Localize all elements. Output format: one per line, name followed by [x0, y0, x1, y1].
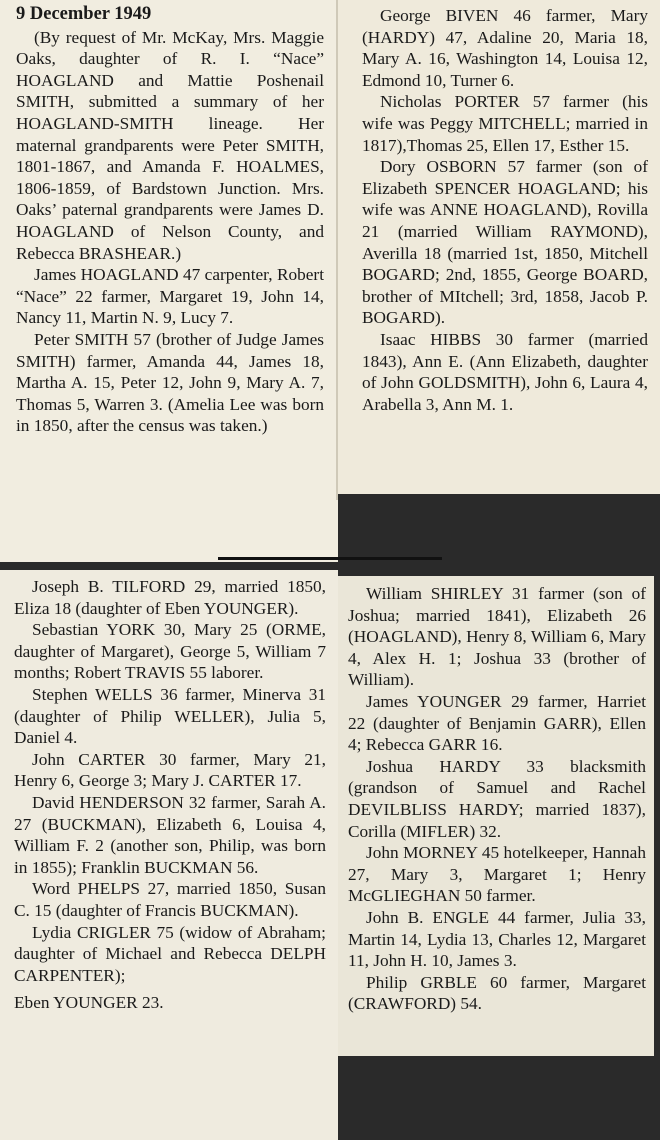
- census-entry: Philip GRBLE 60 farmer, Margaret (CRAWFORD) 54.: [348, 972, 646, 1014]
- census-entry: Lydia CRIGLER 75 (widow of Abraham; daughter of Michael and Rebecca DELPH CARPENTER);: [14, 922, 326, 985]
- census-entry: Stephen WELLS 36 farmer, Minerva 31 (daughter of Philip WELLER), Julia 5, Daniel 4.: [14, 684, 326, 748]
- census-entry: Dory OSBORN 57 farmer (son of Elizabeth SPENCER HOAGLAND; his wife was ANNE HOAGLAND), Rovilla 21 (married William RAYMOND), Averilla 18 (married 1st, 1850, Mitchell BOGARD; 2nd, 1855, George BOARD, brother of MItchell; 3rd, 1858, Jacob P. BOGARD).: [362, 157, 648, 328]
- census-entry-last: Eben YOUNGER 23.: [14, 993, 164, 1013]
- census-entry: Peter SMITH 57 (brother of Judge James SMITH) farmer, Amanda 44, James 18, Martha A. 15, Peter 12, John 9, Mary A. 7, Thomas 5, Warren 3. (Amelia Lee was born in 1850, after the census was taken.): [16, 329, 324, 436]
- census-entry: Joseph B. TILFORD 29, married 1850, Eliza 18 (daughter of Eben YOUNGER).: [14, 577, 326, 618]
- intro-paragraph: (By request of Mr. McKay, Mrs. Maggie Oaks, daughter of R. I. “Nace” HOAGLAND and Mattie Poshenail SMITH, submitted a summary of her HOAGLAND-SMITH lineage. Her maternal grandparents were Peter SMITH, 1801-1867, and Amanda F. HOALMES, 1806-1859, of Bardstown Junction. Mrs. Oaks’ paternal grandparents were James D. HOAGLAND of Nelson County, and Rebecca BRASHEAR.): [16, 27, 324, 263]
- census-entry: William SHIRLEY 31 farmer (son of Joshua; married 1841), Elizabeth 26 (HOAGLAND), Henry 8, William 6, Mary 4, Alex H. 1; Joshua 33 (brother of William).: [348, 584, 646, 690]
- census-entry: Sebastian YORK 30, Mary 25 (ORME, daughter of Margaret), George 5, William 7 months; Robert TRAVIS 55 laborer.: [14, 620, 326, 683]
- census-entry: Isaac HIBBS 30 farmer (married 1843), Ann E. (Ann Elizabeth, daughter of John GOLDSMITH), John 6, Laura 4, Arabella 3, Ann M. 1.: [362, 329, 648, 414]
- clipping-top-left: [0, 0, 338, 562]
- census-entry: Nicholas PORTER 57 farmer (his wife was Peggy MITCHELL; married in 1817),Thomas 25, Ellen 17, Esther 15.: [362, 92, 648, 155]
- clipping-date: 9 December 1949: [16, 4, 152, 24]
- census-entry: Word PHELPS 27, married 1850, Susan C. 15 (daughter of Francis BUCKMAN).: [14, 879, 326, 920]
- census-entry: George BIVEN 46 farmer, Mary (HARDY) 47, Adaline 20, Maria 18, Mary A. 16, Washington 14, Louisa 12, Edmond 10, Turner 6.: [362, 6, 648, 90]
- clipping-bottom-left: [0, 570, 338, 1140]
- census-entry: Joshua HARDY 33 blacksmith (grandson of Samuel and Rachel DEVILBLISS HARDY; married 1837), Corilla (MIFLER) 32.: [348, 756, 646, 841]
- census-entry: James YOUNGER 29 farmer, Harriet 22 (daughter of Benjamin GARR), Ellen 4; Rebecca GARR 16.: [348, 691, 646, 755]
- census-entry: David HENDERSON 32 farmer, Sarah A. 27 (BUCKMAN), Elizabeth 6, Louisa 4, William F. 2 (another son, Philip, was born in 1855); Franklin BUCKMAN 56.: [14, 792, 326, 877]
- census-entry: John CARTER 30 farmer, Mary 21, Henry 6, George 3; Mary J. CARTER 17.: [14, 749, 326, 791]
- column-divider: [336, 0, 338, 500]
- census-entry: James HOAGLAND 47 carpenter, Robert “Nace” 22 farmer, Margaret 19, John 14, Nancy 11, Martin N. 9, Lucy 7.: [16, 265, 324, 328]
- section-rule: [218, 557, 442, 560]
- census-entry: John B. ENGLE 44 farmer, Julia 33, Martin 14, Lydia 13, Charles 12, Margaret 11, John H. 10, James 3.: [348, 907, 646, 971]
- clipping-top-right: [338, 0, 660, 494]
- census-entry: John MORNEY 45 hotelkeeper, Hannah 27, Mary 3, Margaret 1; Henry McGLIEGHAN 50 farmer.: [348, 843, 646, 906]
- clipping-bottom-right: [338, 576, 654, 1056]
